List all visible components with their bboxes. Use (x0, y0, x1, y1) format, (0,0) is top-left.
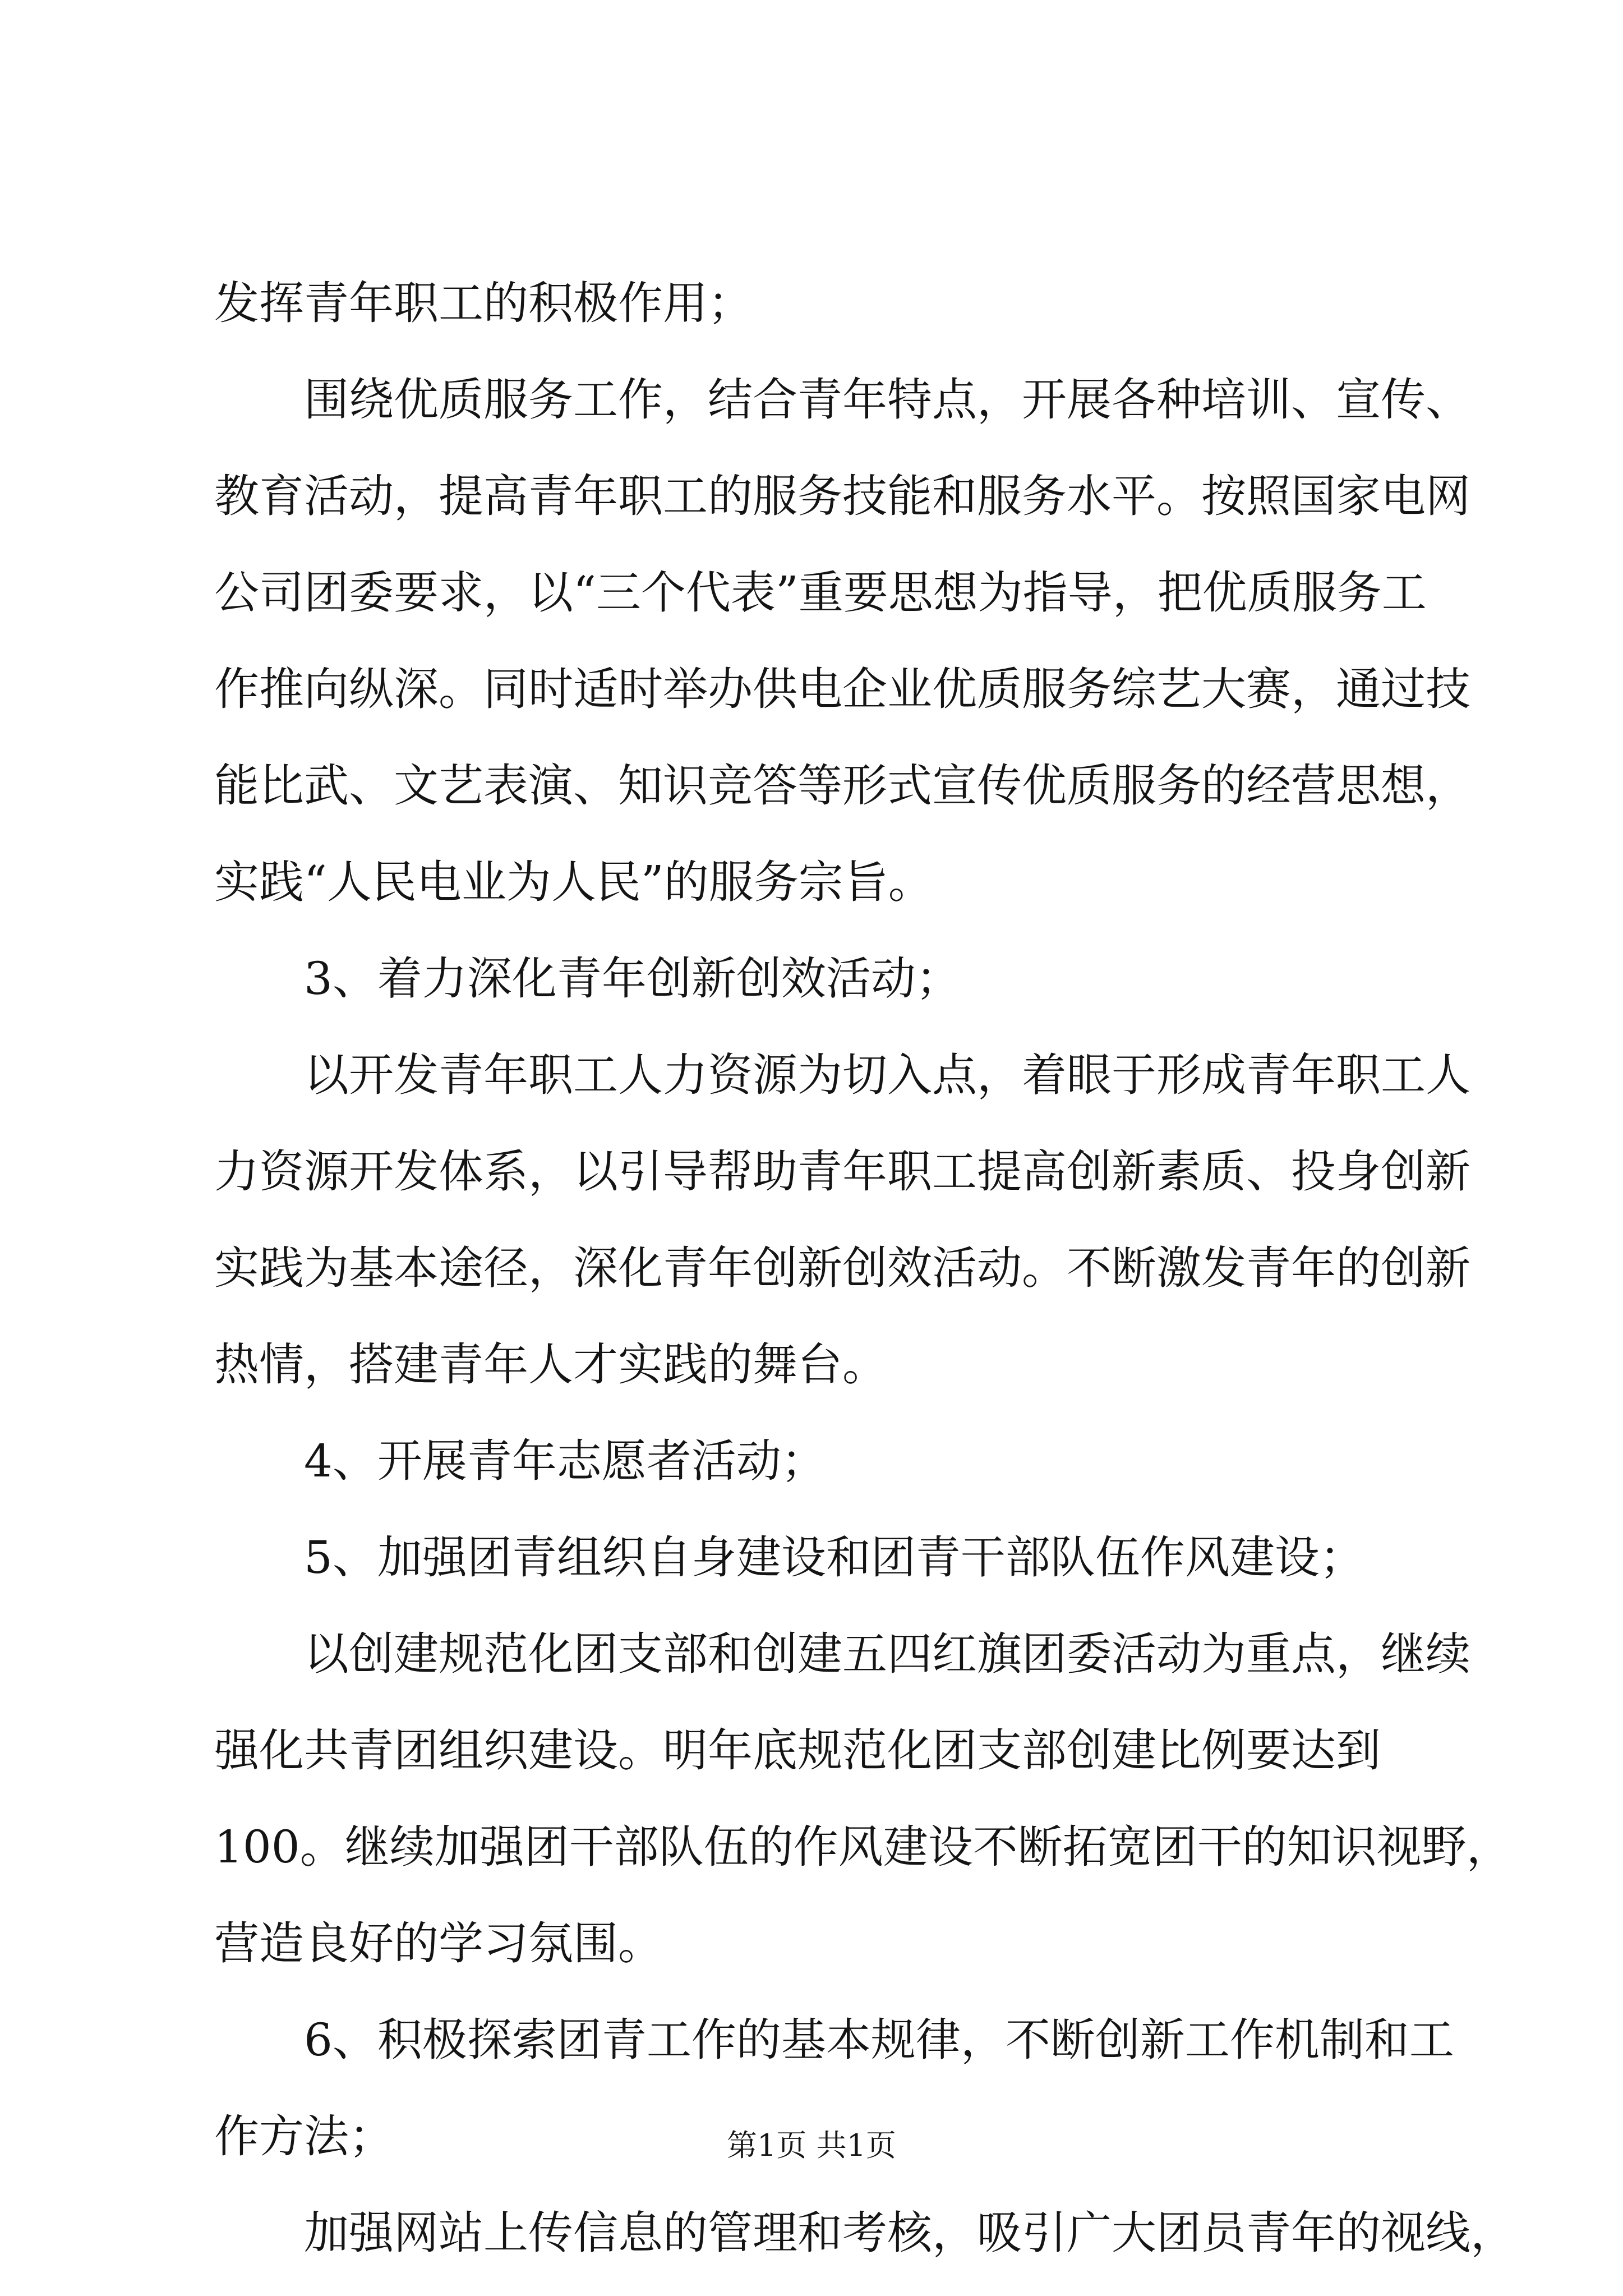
text-line: 强化共青团组织建设。明年底规范化团支部创建比例要达到 (214, 1724, 1381, 1777)
text-line: 教育活动，提高青年职工的服务技能和服务水平。按照国家电网 (214, 470, 1470, 522)
text-line: 以开发青年职工人力资源为切入点，着眼于形成青年职工人 (304, 1049, 1470, 1101)
text-line: 能比武、文艺表演、知识竞答等形式宣传优质服务的经营思想， (214, 760, 1470, 812)
section-heading: 5、加强团青组织自身建设和团青干部队伍作风建设； (304, 1531, 1364, 1584)
text-line: 实践为基本途径，深化青年创新创效活动。不断激发青年的创新 (214, 1242, 1470, 1294)
text-line: 以创建规范化团支部和创建五四红旗团委活动为重点，继续 (304, 1628, 1470, 1680)
text-line: 公司团委要求，以“三个代表”重要思想为指导，把优质服务工 (214, 567, 1427, 619)
text-line: 围绕优质服务工作，结合青年特点，开展各种培训、宣传、 (304, 374, 1470, 426)
page-number-footer: 第1页 共1页 (727, 2128, 896, 2163)
text-line: 作推向纵深。同时适时举办供电企业优质服务综艺大赛，通过技 (214, 663, 1470, 715)
text-line: 力资源开发体系，以引导帮助青年职工提高创新素质、投身创新 (214, 1145, 1470, 1198)
section-heading: 3、着力深化青年创新创效活动； (304, 953, 961, 1005)
text-line: 营造良好的学习氛围。 (214, 1917, 663, 1970)
text-line: 作方法； (214, 2110, 394, 2162)
section-heading: 4、开展青年志愿者活动； (304, 1435, 826, 1487)
text-line: 100。继续加强团干部队伍的作风建设不断拓宽团干的知识视野， (214, 1821, 1511, 1873)
document-body (214, 255, 1515, 2281)
section-heading: 6、积极探索团青工作的基本规律，不断创新工作机制和工 (304, 2014, 1454, 2066)
text-line: 热情，搭建青年人才实践的舞台。 (214, 1338, 887, 1391)
text-line: 实践“人民电业为人民”的服务宗旨。 (214, 856, 933, 908)
text-line: 发挥青年职工的积极作用； (214, 277, 753, 329)
text-line: 加强网站上传信息的管理和考核，吸引广大团员青年的视线， (304, 2207, 1515, 2259)
